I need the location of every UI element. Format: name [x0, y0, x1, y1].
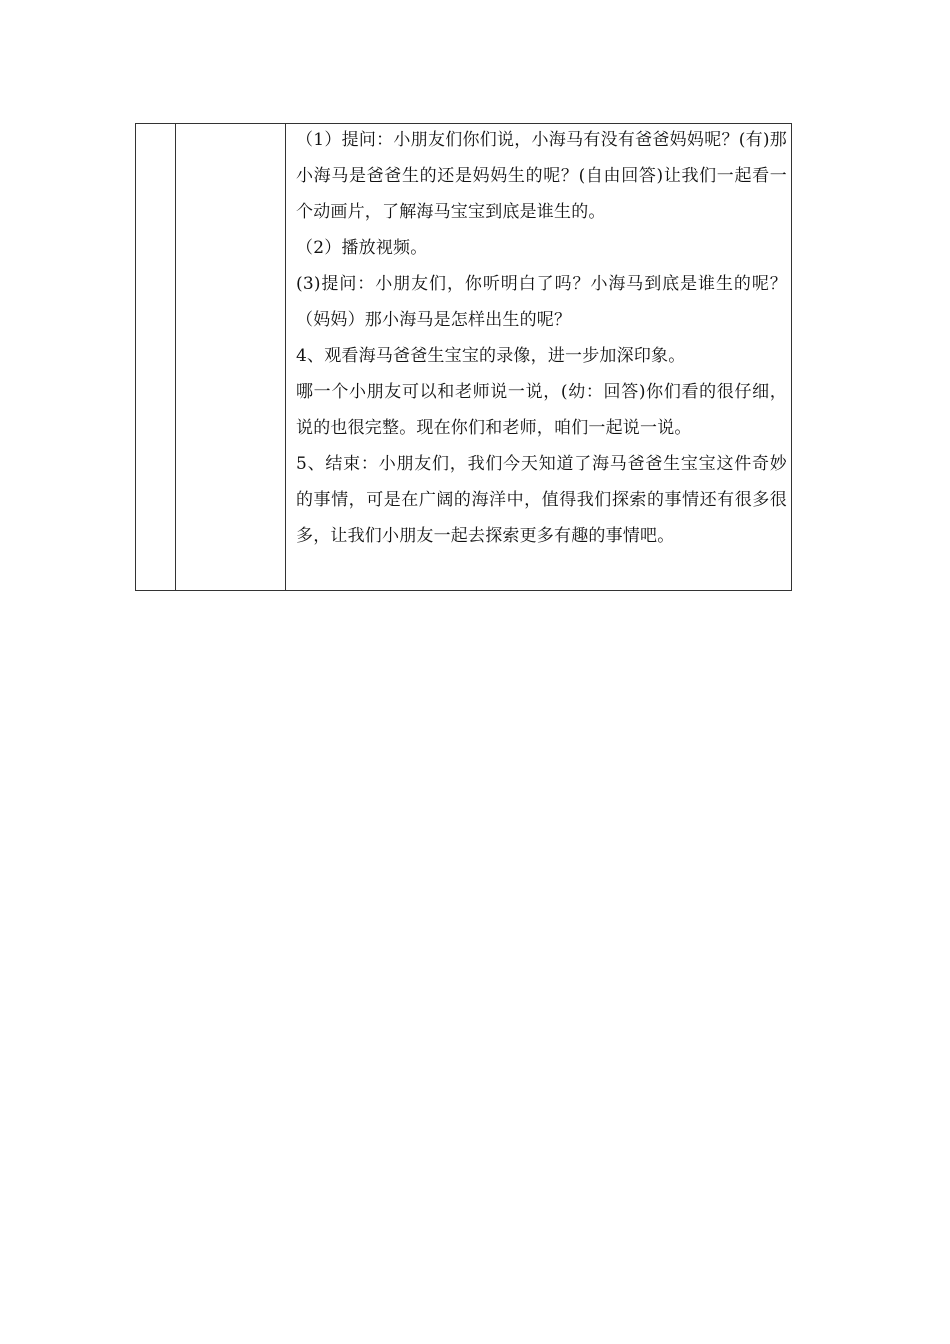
paragraph-question-3: (3)提问：小朋友们，你听明白了吗？小海马到底是谁生的呢？（妈妈）那小海马是怎样出生的呢？	[296, 274, 787, 330]
paragraph-discussion: 哪一个小朋友可以和老师说一说，(幼：回答)你们看的很仔细，说的也很完整。现在你们和老师，咱们一起说一说。	[296, 382, 787, 438]
table-cell-second	[176, 124, 286, 591]
paragraph-question-1: （1）提问：小朋友们你们说，小海马有没有爸爸妈妈呢？(有)那小海马是爸爸生的还是妈妈生的呢？(自由回答)让我们一起看一个动画片，了解海马宝宝到底是谁生的。	[296, 130, 787, 222]
table-cell-content	[286, 124, 792, 591]
table-row	[136, 124, 792, 591]
paragraph-play-video: （2）播放视频。	[296, 238, 428, 258]
table-cell-first	[136, 124, 176, 591]
lesson-plan-table	[135, 123, 792, 591]
paragraph-conclusion: 5、结束：小朋友们，我们今天知道了海马爸爸生宝宝这件奇妙的事情，可是在广阔的海洋中，值得我们探索的事情还有很多很多，让我们小朋友一起去探索更多有趣的事情吧。	[296, 454, 787, 546]
paragraph-watch-recording: 4、观看海马爸爸生宝宝的录像，进一步加深印象。	[296, 346, 686, 366]
